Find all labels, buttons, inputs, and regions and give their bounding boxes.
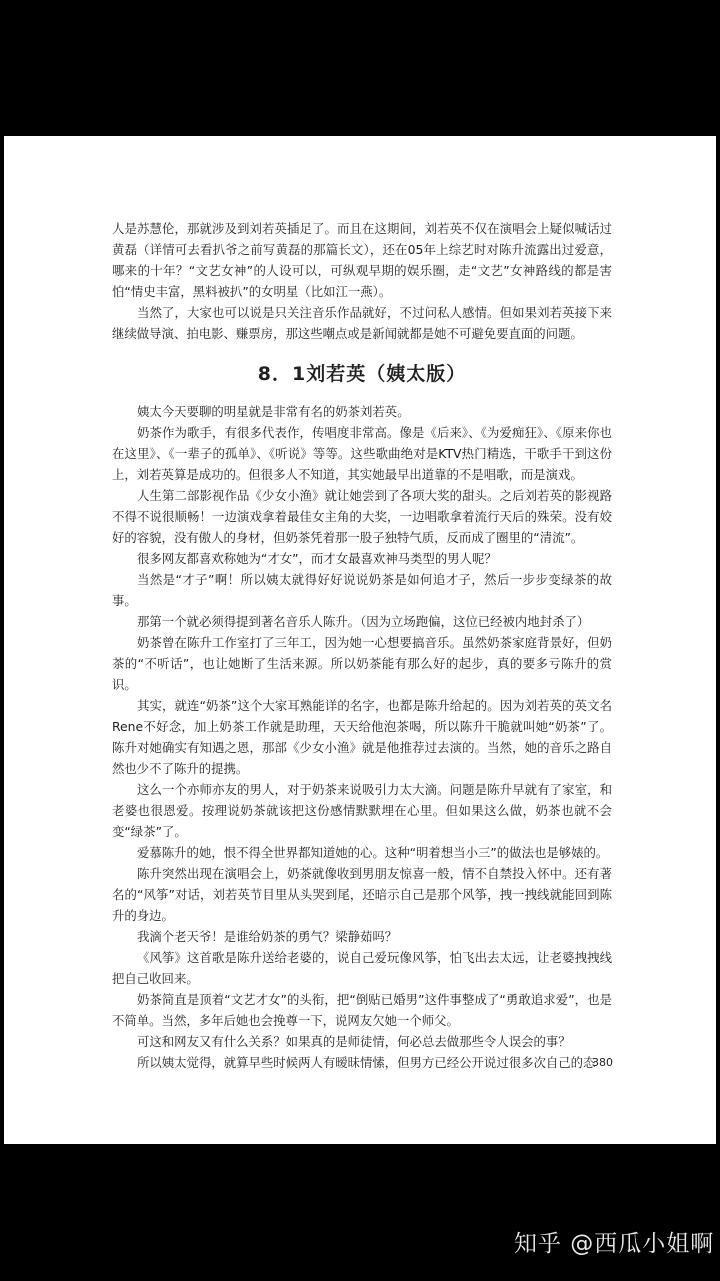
paragraph: 其实，就连“奶茶”这个大家耳熟能详的名字，也都是陈升给起的。因为刘若英的英文名Rene不好念，加上奶茶工作就是助理，天天给他泡茶喝，所以陈升干脆就叫她“奶茶”了。陈升对她确实有知遇之恩，那部《少女小渔》就是他推荐过去演的。当然，她的音乐之路自然也少不了陈升的提携。 (112, 698, 612, 776)
paragraph: 很多网友都喜欢称她为“才女”，而才女最喜欢神马类型的男人呢？ (137, 551, 497, 566)
paragraph: 人是苏慧伦，那就涉及到刘若英插足了。而且在这期间，刘若英不仅在演唱会上疑似喊话过黄磊（详情可去看扒爷之前写黄磊的那篇长文），还在05年上综艺时对陈升流露出过爱意，哪来的十年？“文艺女神”的人设可以，可纵观早期的娱乐圈，走“文艺”女神路线的都是害怕“情史丰富，黑料被扒”的女明星（比如江一燕）。 (112, 221, 612, 299)
paragraph: 人生第二部影视作品《少女小渔》就让她尝到了各项大奖的甜头。之后刘若英的影视路不得不说很顺畅！一边演戏拿着最佳女主角的大奖，一边唱歌拿着流行天后的殊荣。没有姣好的容貌，没有傲人的身材，但奶茶凭着那一股子独特气质，反而成了圈里的“清流”。 (112, 488, 612, 545)
paragraph: 奶茶简直是顶着“文艺才女”的头衔，把“倒贴已婚男”这件事整成了“勇敢追求爱”，也是不简单。当然，多年后她也会挽尊一下，说网友欠她一个师父。 (112, 992, 612, 1028)
document-page (4, 136, 716, 1144)
paragraph: 陈升突然出现在演唱会上，奶茶就像收到男朋友惊喜一般，情不自禁投入怀中。还有著名的“风筝”对话，刘若英节目里从头哭到尾，还暗示自己是那个风筝，拽一拽线就能回到陈升的身边。 (112, 866, 612, 923)
paragraph: 爱慕陈升的她，恨不得全世界都知道她的心。这种“明着想当小三”的做法也是够婊的。 (137, 845, 609, 860)
section-title: 8．1刘若英（姨太版） (257, 363, 467, 385)
paragraph: 所以姨太觉得，就算早些时候两人有暧昧情愫，但男方已经公开说过很多次自己的态 (137, 1055, 596, 1070)
paragraph: 奶茶曾在陈升工作室打了三年工，因为她一心想要搞音乐。虽然奶茶家庭背景好，但奶茶的“不听话”，也让她断了生活来源。所以奶茶能有那么好的起步，真的要多亏陈升的赏识。 (112, 635, 612, 692)
paragraph: 奶茶作为歌手，有很多代表作，传唱度非常高。像是《后来》、《为爱痴狂》、《原来你也在这里》、《一辈子的孤单》、《听说》等等。这些歌曲绝对是KTV热门精选，干歌手干到这份上，刘若英算是成功的。但很多人不知道，其实她最早出道靠的不是唱歌，而是演戏。 (112, 425, 612, 482)
paragraph: 当然了，大家也可以说是只关注音乐作品就好，不过问私人感情。但如果刘若英接下来继续做导演、拍电影、赚票房，那这些嘲点或是新闻就都是她不可避免要直面的问题。 (112, 305, 612, 341)
watermark: 知乎 @西瓜小姐啊 (514, 1231, 715, 1257)
paragraph: 这么一个亦师亦友的男人，对于奶茶来说吸引力太大滴。问题是陈升早就有了家室，和老婆也很恩爱。按理说奶茶就该把这份感情默默埋在心里。但如果这么做，奶茶也就不会变“绿茶”了。 (112, 782, 612, 839)
page-number: 380 (592, 1056, 613, 1069)
paragraph: 可这和网友又有什么关系？如果真的是师徒情，何必总去做那些令人误会的事？ (137, 1034, 571, 1049)
paragraph: 那第一个就必须得提到著名音乐人陈升。（因为立场跑偏，这位已经被内地封杀了） (137, 614, 590, 629)
paragraph: 《风筝》这首歌是陈升送给老婆的，说自己爱玩像风筝，怕飞出去太远，让老婆拽拽线把自己收回来。 (112, 950, 612, 986)
paragraph: 姨太今天要聊的明星就是非常有名的奶茶刘若英。 (137, 404, 410, 419)
paragraph: 我滴个老天爷！是谁给奶茶的勇气？梁静茹吗？ (137, 929, 398, 944)
paragraph: 当然是“才子”啊！所以姨太就得好好说说奶茶是如何追才子，然后一步步变绿茶的故事。 (112, 572, 612, 608)
page-content (112, 218, 612, 1073)
